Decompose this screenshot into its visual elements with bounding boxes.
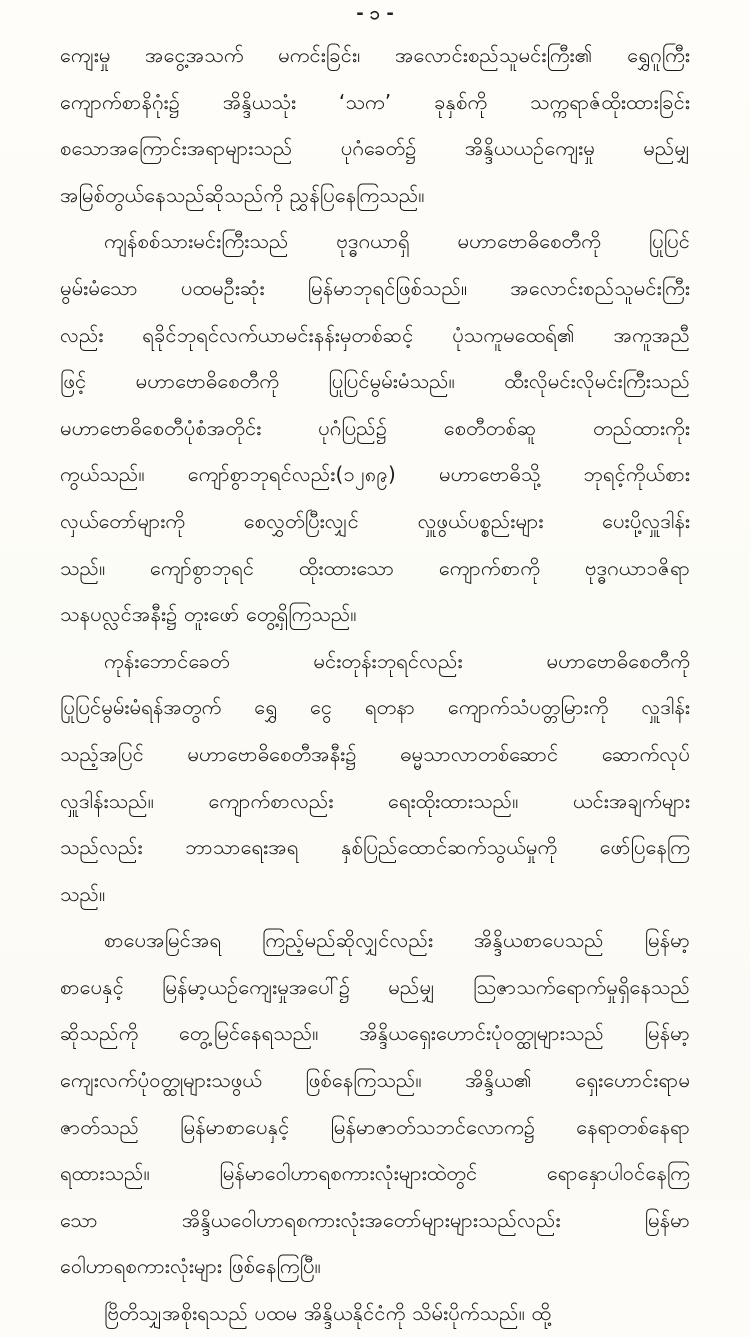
text-line: စသောအကြောင်းအရာများသည် ပုဂံခေတ်၌ အိန္ဒိယယဉ်ကျေးမှု မည်မျှ [60,136,690,161]
paragraph [60,1290,690,1337]
text-line: စာပေအမြင်အရ ကြည့်မည်ဆိုလျှင်လည်း အိန္ဒိယစာပေသည် မြန်မာ့ [104,928,690,953]
text-line: သည်။ ကျော်စွာဘုရင် ထိုးထားသော ကျောက်စာကို ဗုဒ္ဓဂယာ၁ဇိရာ [60,555,690,580]
text-line: ကွယ်သည်။ ကျော်စွာဘုရင်လည်း(၁၂၈၉) မဟာဗောဓိသို့ ဘုရင့်ကိုယ်စား [60,462,690,487]
text-line: ကျန်စစ်သားမင်းကြီးသည် ဗုဒ္ဓဂယာရှိ မဟာဗောဓိစေတီကို ပြုပြင် [104,229,690,254]
body-text [60,32,690,1326]
paragraph [60,218,690,637]
text-line: ပြုပြင်မွမ်းမံရန်အတွက် ရွှေ ငွေ ရတနာ ကျောက်သံပတ္တမြားကို လှူဒါန်း [60,695,690,720]
text-line: သည်။ [60,881,106,906]
page-number: - ၁ - [356,3,394,24]
text-line: သနပလ္လင်အနီး၌ တူးဖော် တွေ့ရှိကြသည်။ [60,602,357,627]
text-line: ကျေးလက်ပုံဝတ္ထုများသဖွယ် ဖြစ်နေကြသည်။ အိန္ဒိယ၏ ရှေးဟောင်းရာမ [60,1068,690,1093]
text-line: မဟာဗောဓိစေတီပုံစံအတိုင်း ပုဂံပြည်၌ စေတီတစ်ဆူ တည်ထားကိုး [60,415,690,440]
text-line: လည်း ရခိုင်ဘုရင်လက်ယာမင်းနန်းမှတစ်ဆင့် ပုံသကူမထေရ်၏ အကူအညီ [60,322,690,347]
text-line: ကျေးမှု အငွေ့အသက် မကင်းခြင်း၊ အလောင်းစည်သူမင်းကြီး၏ ရွှေဂူကြီး [60,43,690,67]
text-line: သည်လည်း ဘာသာရေးအရ နှစ်ပြည်ထောင်ဆက်သွယ်မှုကို ဖော်ပြနေကြ [60,835,690,860]
text-line: ကျောက်စာနိဂုံး၌ အိန္ဒိယသုံး ‘သက’ ခုနှစ်ကို သက္ကရာဇ်ထိုးထားခြင်း [60,89,690,114]
text-line: သော အိန္ဒိယဝေါဟာရစကားလုံးအတော်များများသည်လည်း မြန်မာ [60,1207,690,1232]
text-line: မွမ်းမံသော ပထမဦးဆုံး မြန်မာဘုရင်ဖြစ်သည်။ အလောင်းစည်သူမင်းကြီး [60,275,690,300]
text-line: ဖြင့် မဟာဗောဓိစေတီကို ပြုပြင်မွမ်းမံသည်။ ထီးလိုမင်းလိုမင်းကြီးသည် [60,369,690,394]
text-line: ဆိုသည်ကို တွေ့မြင်နေရသည်။ အိန္ဒိယရှေးဟောင်းပုံဝတ္ထုများသည် မြန်မာ့ [60,1021,690,1046]
paragraph [60,917,690,1290]
text-line: လှူဒါန်းသည်။ ကျောက်စာလည်း ရေးထိုးထားသည်။ ယင်းအချက်များ [60,788,690,813]
text-line: လှယ်တော်များကို စေလွှတ်ပြီးလျှင် လှူဖွယ်ပစ္စည်းများ ပေးပို့လှူဒါန်း [60,508,690,533]
text-line: ရထားသည်။ မြန်မာဝေါဟာရစကားလုံးများထဲတွင် ရောနှောပါဝင်နေကြ [60,1161,690,1186]
text-line: စာပေနှင့် မြန်မာ့ယဉ်ကျေးမှုအပေါ်၌ မည်မျှ ဩဇာသက်ရောက်မှုရှိနေသည် [60,974,690,999]
text-line: ဗြိတိသျှအစိုးရသည် ပထမ အိန္ဒိယနိုင်ငံကို သိမ်းပိုက်သည်။ ထို့ [104,1301,552,1326]
text-line: ကုန်းဘောင်ခေတ် မင်းတုန်းဘုရင်လည်း မဟာဗောဓိစေတီကို [104,648,690,673]
paragraph [60,32,690,218]
text-line: သည့်အပြင် မဟာဗောဓိစေတီအနီး၌ ဓမ္မသာလာတစ်ဆောင် ဆောက်လုပ် [60,741,690,766]
paragraph [60,638,690,918]
text-line: ဝေါဟာရစကားလုံးများ ဖြစ်နေကြပြီ။ [60,1254,321,1279]
text-line: အမြစ်တွယ်နေသည်ဆိုသည်ကို ညွှန်ပြနေကြသည်။ [60,182,425,207]
text-line: ဇာတ်သည် မြန်မာစာပေနှင့် မြန်မာဇာတ်သဘင်လောက၌ နေရာတစ်နေရာ [60,1114,690,1139]
